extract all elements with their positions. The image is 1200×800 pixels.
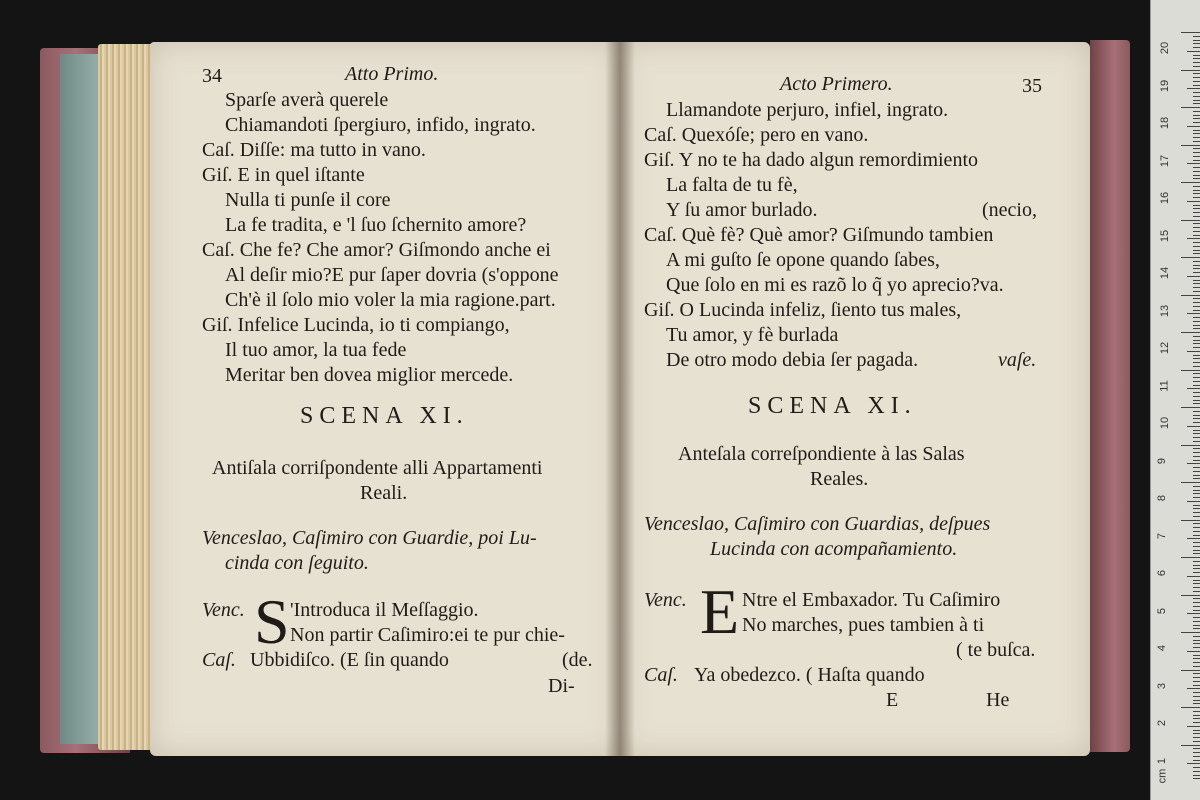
ruler-tick bbox=[1193, 441, 1200, 442]
page-number: 35 bbox=[1022, 75, 1042, 97]
ruler-tick bbox=[1193, 103, 1200, 104]
ruler-tick bbox=[1193, 542, 1200, 543]
ruler-number: 20 bbox=[1159, 41, 1172, 55]
ruler-tick bbox=[1193, 358, 1200, 359]
left-page bbox=[150, 42, 620, 756]
ruler-tick bbox=[1193, 658, 1200, 659]
ruler-tick bbox=[1193, 452, 1200, 453]
ruler-tick bbox=[1193, 685, 1200, 686]
ruler-tick bbox=[1181, 370, 1200, 371]
dialogue-line-end: (de. bbox=[562, 649, 593, 671]
running-head: Acto Primero. bbox=[780, 73, 893, 95]
ruler-tick bbox=[1181, 182, 1200, 183]
ruler-number: 5 bbox=[1156, 607, 1169, 614]
ruler-tick bbox=[1193, 568, 1200, 569]
ruler-tick bbox=[1193, 467, 1200, 468]
ruler-tick bbox=[1193, 85, 1200, 86]
ruler-tick bbox=[1193, 47, 1200, 48]
ruler-tick bbox=[1193, 430, 1200, 431]
ruler-tick bbox=[1187, 501, 1200, 502]
ruler-tick bbox=[1193, 347, 1200, 348]
ruler-tick bbox=[1193, 617, 1200, 618]
ruler-tick bbox=[1193, 62, 1200, 63]
ruler-tick bbox=[1193, 216, 1200, 217]
text-line-end: vaſe. bbox=[998, 349, 1037, 371]
ruler-tick bbox=[1193, 628, 1200, 629]
ruler-tick bbox=[1193, 66, 1200, 67]
ruler-tick bbox=[1193, 385, 1200, 386]
ruler-tick bbox=[1187, 238, 1200, 239]
ruler-tick bbox=[1193, 325, 1200, 326]
speaker-label: Venc. bbox=[644, 589, 687, 611]
text-line: Caſ. Què fè? Què amor? Giſmundo tambien bbox=[644, 224, 994, 246]
ruler-tick bbox=[1193, 418, 1200, 419]
ruler-number: 6 bbox=[1156, 569, 1169, 577]
ruler-tick bbox=[1187, 613, 1200, 614]
ruler-tick bbox=[1193, 681, 1200, 682]
ruler-tick bbox=[1193, 317, 1200, 318]
ruler-tick bbox=[1193, 40, 1200, 41]
ruler-number: 14 bbox=[1159, 266, 1172, 280]
ruler-tick bbox=[1193, 715, 1200, 716]
speaker-label: Venc. bbox=[202, 599, 245, 621]
ruler-tick bbox=[1193, 115, 1200, 116]
ruler-tick bbox=[1193, 208, 1200, 209]
dialogue-line: Ubbidiſco. (E ſin quando bbox=[250, 649, 449, 671]
text-line: Que ſolo en mi es razõ lo q̃ yo aprecio?va. bbox=[666, 274, 1004, 296]
ruler-tick bbox=[1193, 662, 1200, 663]
ruler-tick bbox=[1193, 598, 1200, 599]
ruler-tick bbox=[1193, 692, 1200, 693]
text-line: Tu amor, y fè burlada bbox=[666, 324, 839, 346]
ruler-tick bbox=[1181, 520, 1200, 521]
ruler-tick bbox=[1193, 433, 1200, 434]
ruler-tick bbox=[1193, 291, 1200, 292]
ruler-tick bbox=[1193, 197, 1200, 198]
ruler-number: 7 bbox=[1156, 532, 1169, 539]
ruler-tick bbox=[1187, 88, 1200, 89]
ruler-tick bbox=[1193, 696, 1200, 697]
ruler-tick bbox=[1193, 265, 1200, 266]
ruler-tick bbox=[1193, 250, 1200, 251]
ruler-tick bbox=[1193, 415, 1200, 416]
ruler-tick bbox=[1181, 332, 1200, 333]
text-line: Y ſu amor burlado. bbox=[666, 199, 818, 221]
ruler-tick bbox=[1193, 561, 1200, 562]
ruler-tick bbox=[1193, 512, 1200, 513]
ruler-tick bbox=[1187, 576, 1200, 577]
text-line: Giſ. Infelice Lucinda, io ti compiango, bbox=[202, 314, 510, 336]
ruler-tick bbox=[1193, 373, 1200, 374]
ruler-tick bbox=[1193, 437, 1200, 438]
ruler-tick bbox=[1193, 268, 1200, 269]
ruler-tick bbox=[1187, 726, 1200, 727]
ruler-tick bbox=[1193, 287, 1200, 288]
ruler-tick bbox=[1193, 272, 1200, 273]
ruler-tick bbox=[1193, 36, 1200, 37]
ruler-number: 2 bbox=[1156, 719, 1169, 727]
ruler-tick bbox=[1193, 647, 1200, 648]
ruler-tick bbox=[1193, 396, 1200, 397]
ruler-tick bbox=[1181, 70, 1200, 71]
text-line: Al deſir mio?E pur ſaper dovria (s'oppone bbox=[225, 264, 559, 286]
text-line: Caſ. Che fe? Che amor? Giſmondo anche ei bbox=[202, 239, 551, 261]
scene-heading: SCENA XI. bbox=[300, 403, 469, 429]
setting-line: Antiſala corriſpondente alli Appartamenti bbox=[212, 457, 543, 479]
ruler-tick bbox=[1193, 771, 1200, 772]
ruler-tick bbox=[1181, 407, 1200, 408]
ruler-tick bbox=[1193, 160, 1200, 161]
ruler-tick bbox=[1193, 531, 1200, 532]
ruler-tick bbox=[1193, 118, 1200, 119]
text-line: Il tuo amor, la tua fede bbox=[225, 339, 407, 361]
ruler-tick bbox=[1187, 313, 1200, 314]
ruler-tick bbox=[1193, 242, 1200, 243]
ruler-tick bbox=[1193, 508, 1200, 509]
ruler-tick bbox=[1193, 523, 1200, 524]
ruler-tick bbox=[1193, 400, 1200, 401]
text-line: Giſ. O Lucinda infeliz, ſiento tus males, bbox=[644, 299, 962, 321]
ruler-tick bbox=[1193, 580, 1200, 581]
ruler-number: 15 bbox=[1159, 229, 1172, 242]
ruler-tick bbox=[1181, 707, 1200, 708]
ruler-tick bbox=[1193, 96, 1200, 97]
text-line: Ch'è il ſolo mio voler la mia ragione.part. bbox=[225, 289, 556, 311]
ruler-tick bbox=[1181, 557, 1200, 558]
ruler-tick bbox=[1193, 643, 1200, 644]
ruler-tick bbox=[1193, 205, 1200, 206]
text-line: La falta de tu fè, bbox=[666, 174, 798, 196]
scene-heading: SCENA XI. bbox=[748, 393, 917, 419]
ruler-tick bbox=[1193, 336, 1200, 337]
catchword: He bbox=[986, 689, 1010, 711]
ruler-tick bbox=[1187, 351, 1200, 352]
ruler-number: 18 bbox=[1159, 116, 1172, 130]
ruler-tick bbox=[1193, 130, 1200, 131]
ruler-tick bbox=[1187, 538, 1200, 539]
ruler-tick bbox=[1193, 235, 1200, 236]
ruler-tick bbox=[1193, 111, 1200, 112]
ruler-tick bbox=[1193, 730, 1200, 731]
ruler-tick bbox=[1181, 632, 1200, 633]
ruler-tick bbox=[1193, 553, 1200, 554]
ruler-tick bbox=[1181, 445, 1200, 446]
ruler-tick bbox=[1193, 733, 1200, 734]
ruler-tick bbox=[1193, 137, 1200, 138]
ruler-tick bbox=[1193, 737, 1200, 738]
ruler-tick bbox=[1181, 670, 1200, 671]
ruler-tick bbox=[1181, 145, 1200, 146]
ruler-tick bbox=[1193, 392, 1200, 393]
ruler-tick bbox=[1187, 763, 1200, 764]
ruler-tick bbox=[1193, 43, 1200, 44]
ruler-tick bbox=[1193, 246, 1200, 247]
ruler-tick bbox=[1181, 220, 1200, 221]
ruler-tick bbox=[1193, 122, 1200, 123]
ruler-tick bbox=[1193, 178, 1200, 179]
ruler-tick bbox=[1193, 328, 1200, 329]
page-edges bbox=[98, 44, 158, 750]
ruler-number: 19 bbox=[1159, 79, 1172, 92]
ruler-tick bbox=[1193, 478, 1200, 479]
ruler-tick bbox=[1181, 107, 1200, 108]
ruler-tick bbox=[1193, 58, 1200, 59]
ruler-tick bbox=[1193, 456, 1200, 457]
ruler-tick bbox=[1193, 253, 1200, 254]
ruler-tick bbox=[1187, 126, 1200, 127]
ruler-tick bbox=[1193, 343, 1200, 344]
ruler-number: 16 bbox=[1159, 191, 1172, 205]
characters-line: Lucinda con acompañamiento. bbox=[710, 538, 958, 560]
ruler-tick bbox=[1193, 152, 1200, 153]
book-gutter bbox=[605, 42, 635, 756]
ruler-tick bbox=[1187, 276, 1200, 277]
ruler-tick bbox=[1193, 223, 1200, 224]
ruler-tick bbox=[1193, 81, 1200, 82]
ruler-tick bbox=[1187, 651, 1200, 652]
ruler-tick bbox=[1193, 193, 1200, 194]
ruler-tick bbox=[1187, 688, 1200, 689]
ruler-tick bbox=[1193, 516, 1200, 517]
ruler-tick bbox=[1193, 493, 1200, 494]
book-cover-right bbox=[1090, 40, 1130, 752]
dialogue-line: Non partir Caſimiro:ei te pur chie- bbox=[290, 624, 565, 646]
ruler-tick bbox=[1193, 748, 1200, 749]
ruler-tick bbox=[1193, 610, 1200, 611]
text-line: Caſ. Quexóſe; pero en vano. bbox=[644, 124, 869, 146]
ruler-tick bbox=[1193, 403, 1200, 404]
ruler-tick bbox=[1193, 778, 1200, 779]
ruler-tick bbox=[1193, 212, 1200, 213]
ruler-tick bbox=[1193, 565, 1200, 566]
ruler-tick bbox=[1193, 298, 1200, 299]
ruler-tick bbox=[1193, 505, 1200, 506]
ruler-tick bbox=[1193, 711, 1200, 712]
ruler-tick bbox=[1193, 591, 1200, 592]
ruler-number: 17 bbox=[1159, 154, 1172, 167]
ruler-tick bbox=[1193, 527, 1200, 528]
text-line: La fe tradita, e 'l ſuo ſchernito amore? bbox=[225, 214, 527, 236]
ruler-tick bbox=[1193, 310, 1200, 311]
dialogue-line: Ya obedezco. ( Haſta quando bbox=[694, 664, 925, 686]
ruler-tick bbox=[1193, 546, 1200, 547]
ruler-number: 4 bbox=[1156, 644, 1169, 652]
ruler-number: 9 bbox=[1156, 457, 1169, 464]
ruler-tick bbox=[1181, 745, 1200, 746]
text-line: Caſ. Diſſe: ma tutto in vano. bbox=[202, 139, 426, 161]
ruler-number: 10 bbox=[1159, 416, 1172, 430]
speaker-label: Caſ. bbox=[202, 649, 236, 671]
ruler-tick bbox=[1193, 366, 1200, 367]
ruler-tick bbox=[1193, 92, 1200, 93]
running-head: Atto Primo. bbox=[345, 63, 439, 85]
ruler-tick bbox=[1193, 100, 1200, 101]
ruler-tick bbox=[1193, 703, 1200, 704]
speaker-label: Caſ. bbox=[644, 664, 678, 686]
text-line: Giſ. E in quel iſtante bbox=[202, 164, 365, 186]
ruler-tick bbox=[1193, 722, 1200, 723]
ruler-tick bbox=[1193, 302, 1200, 303]
ruler-tick bbox=[1193, 55, 1200, 56]
dialogue-line: No marches, pues tambien à ti bbox=[742, 614, 985, 636]
text-line: Sparſe averà querele bbox=[225, 89, 389, 111]
drop-capital: E bbox=[700, 576, 740, 647]
ruler-tick bbox=[1193, 448, 1200, 449]
ruler-number: 3 bbox=[1156, 682, 1169, 689]
text-line: De otro modo debia ſer pagada. bbox=[666, 349, 919, 371]
ruler-tick bbox=[1193, 700, 1200, 701]
ruler-tick bbox=[1193, 760, 1200, 761]
ruler-tick bbox=[1193, 280, 1200, 281]
characters-line: cinda con ſeguito. bbox=[225, 552, 369, 574]
ruler-tick bbox=[1193, 625, 1200, 626]
ruler-tick bbox=[1193, 231, 1200, 232]
ruler-tick bbox=[1193, 460, 1200, 461]
text-line: Llamandote perjuro, infiel, ingrato. bbox=[666, 99, 949, 121]
ruler-tick bbox=[1193, 422, 1200, 423]
dialogue-line: Ntre el Embaxador. Tu Caſimiro bbox=[742, 589, 1001, 611]
ruler-tick bbox=[1193, 550, 1200, 551]
ruler-tick bbox=[1193, 321, 1200, 322]
drop-capital: S bbox=[254, 586, 290, 657]
ruler-tick bbox=[1193, 497, 1200, 498]
ruler-tick bbox=[1193, 602, 1200, 603]
ruler-tick bbox=[1193, 377, 1200, 378]
ruler-tick bbox=[1193, 190, 1200, 191]
ruler-tick bbox=[1193, 362, 1200, 363]
dialogue-line-end: ( te buſca. bbox=[956, 639, 1036, 661]
ruler-tick bbox=[1193, 677, 1200, 678]
ruler-tick bbox=[1193, 227, 1200, 228]
ruler-tick bbox=[1193, 73, 1200, 74]
text-line-end: (necio, bbox=[982, 199, 1037, 221]
text-line: Chiamandoti ſpergiuro, infido, ingrato. bbox=[225, 114, 536, 136]
ruler-tick bbox=[1193, 355, 1200, 356]
ruler-tick bbox=[1193, 673, 1200, 674]
ruler-tick bbox=[1193, 640, 1200, 641]
ruler-tick bbox=[1193, 741, 1200, 742]
right-page bbox=[620, 42, 1090, 756]
ruler-tick bbox=[1193, 486, 1200, 487]
ruler-tick bbox=[1187, 51, 1200, 52]
setting-line: Anteſala correſpondiente à las Salas bbox=[678, 443, 965, 465]
dialogue-line: 'Introduca il Meſſaggio. bbox=[290, 599, 479, 621]
ruler-tick bbox=[1193, 636, 1200, 637]
ruler-tick bbox=[1193, 718, 1200, 719]
ruler-tick bbox=[1193, 381, 1200, 382]
ruler-tick bbox=[1181, 32, 1200, 33]
ruler-tick bbox=[1193, 471, 1200, 472]
ruler-tick bbox=[1193, 767, 1200, 768]
ruler-tick bbox=[1193, 621, 1200, 622]
setting-line: Reali. bbox=[360, 482, 408, 504]
ruler-tick bbox=[1193, 411, 1200, 412]
ruler-tick bbox=[1181, 595, 1200, 596]
ruler-number: 12 bbox=[1159, 341, 1172, 355]
measuring-ruler bbox=[1150, 0, 1200, 800]
ruler-tick bbox=[1193, 186, 1200, 187]
ruler-tick bbox=[1187, 463, 1200, 464]
ruler-number: 8 bbox=[1156, 494, 1169, 502]
ruler-unit: cm bbox=[1156, 768, 1169, 784]
ruler-tick bbox=[1193, 148, 1200, 149]
characters-line: Venceslao, Caſimiro con Guardias, deſpues bbox=[644, 513, 991, 535]
text-line: A mi guſto ſe opone quando ſabes, bbox=[666, 249, 940, 271]
signature-mark: E bbox=[886, 689, 899, 711]
ruler-tick bbox=[1193, 156, 1200, 157]
characters-line: Venceslao, Caſimiro con Guardie, poi Lu- bbox=[202, 527, 537, 549]
ruler-tick bbox=[1193, 171, 1200, 172]
page-number: 34 bbox=[202, 65, 222, 87]
ruler-tick bbox=[1193, 606, 1200, 607]
ruler-tick bbox=[1193, 756, 1200, 757]
ruler-tick bbox=[1181, 295, 1200, 296]
text-line: Nulla ti punſe il core bbox=[225, 189, 391, 211]
text-line: Meritar ben dovea miglior mercede. bbox=[225, 364, 514, 386]
ruler-tick bbox=[1193, 587, 1200, 588]
ruler-tick bbox=[1193, 666, 1200, 667]
ruler-tick bbox=[1193, 752, 1200, 753]
ruler-tick bbox=[1187, 388, 1200, 389]
ruler-tick bbox=[1193, 283, 1200, 284]
ruler-tick bbox=[1193, 583, 1200, 584]
ruler-tick bbox=[1193, 261, 1200, 262]
ruler-tick bbox=[1187, 201, 1200, 202]
ruler-tick bbox=[1187, 163, 1200, 164]
ruler-tick bbox=[1193, 475, 1200, 476]
ruler-tick bbox=[1193, 167, 1200, 168]
ruler-tick bbox=[1193, 490, 1200, 491]
ruler-tick bbox=[1181, 257, 1200, 258]
ruler-tick bbox=[1193, 775, 1200, 776]
text-line: Giſ. Y no te ha dado algun remordimiento bbox=[644, 149, 978, 171]
ruler-tick bbox=[1193, 77, 1200, 78]
ruler-tick bbox=[1193, 655, 1200, 656]
ruler-tick bbox=[1193, 535, 1200, 536]
ruler-number: 13 bbox=[1159, 304, 1172, 317]
ruler-number: 1 bbox=[1156, 757, 1169, 764]
ruler-tick bbox=[1187, 426, 1200, 427]
ruler-tick bbox=[1193, 133, 1200, 134]
catchword: Di- bbox=[548, 675, 575, 697]
setting-line: Reales. bbox=[810, 468, 869, 490]
ruler-tick bbox=[1193, 572, 1200, 573]
ruler-tick bbox=[1193, 306, 1200, 307]
ruler-number: 11 bbox=[1158, 379, 1171, 392]
ruler-tick bbox=[1193, 340, 1200, 341]
ruler-tick bbox=[1181, 482, 1200, 483]
ruler-tick bbox=[1193, 175, 1200, 176]
ruler-tick bbox=[1193, 141, 1200, 142]
